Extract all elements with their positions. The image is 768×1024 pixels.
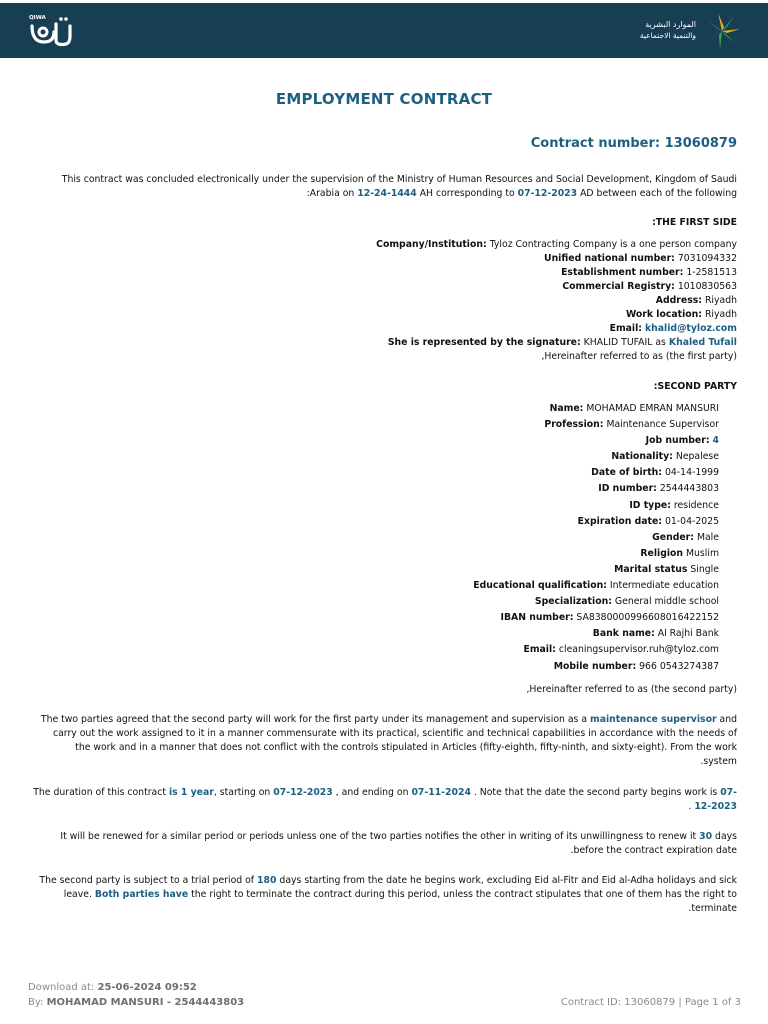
download-info: Download at: 25-06-2024 09:52 — [28, 982, 197, 993]
first-side-row: Company/Institution: Tyloz Contracting Company is a one person company — [376, 239, 737, 250]
second-party-row: Mobile number: 966 0543274387 — [553, 660, 719, 672]
svg-text:الموارد البشرية: الموارد البشرية — [645, 20, 696, 29]
second-party-row: Date of birth: 04-14-1999 — [591, 467, 719, 479]
notice-days: 30 — [699, 831, 713, 842]
contract-period: is 1 year — [168, 787, 214, 798]
trial-days: 180 — [257, 875, 277, 886]
svg-text:QIWA: QIWA — [29, 15, 46, 21]
second-party-row: IBAN number: SA8380000996608016422152 — [500, 612, 719, 624]
qiwa-logo — [28, 12, 72, 48]
second-party-row: Nationality: Nepalese — [611, 451, 719, 463]
representative-row: She is represented by the signature: KHALID TUFAIL as Khaled Tufail — [387, 337, 737, 348]
second-party-row: Profession: Maintenance Supervisor — [544, 419, 719, 431]
header-bar — [0, 3, 768, 58]
intro-line-2: :Arabia on 12-24-1444 AH corresponding to 07-12-2023 AD between each of the following — [306, 188, 737, 199]
second-party-row: Name: MOHAMAD EMRAN MANSURI — [549, 403, 719, 414]
second-party-row: Expiration date: 01-04-2025 — [577, 515, 719, 527]
gregorian-date: 07-12-2023 — [517, 188, 578, 199]
second-party-row: Specialization: General middle school — [534, 596, 719, 608]
intro-line-1: This contract was concluded electronically under the supervision of the Ministry of Human Resources and Social Development, Kingdom of Saudi — [61, 174, 737, 185]
job-role: maintenance supervisor — [590, 714, 717, 725]
first-side-email-link[interactable]: khalid@tyloz.com — [644, 323, 737, 334]
work-begin-date: 12-2023 — [694, 801, 737, 812]
second-party-details — [473, 401, 719, 675]
second-party-row: Job number: 4 — [645, 435, 719, 447]
hijri-date: 12-24-1444 — [357, 188, 417, 199]
duration-paragraph: The duration of this contract is 1 year, starting on 07-12-2023 , and ending on 07-11-2024 . Note that the date the second party begins work is 07- . 12-2023 — [33, 787, 737, 812]
second-party-row: Bank name: Al Rajhi Bank — [592, 628, 719, 640]
trial-paragraph: The second party is subject to a trial period of 180 days starting from the date he begins work, excluding Eid al-Fitr and Eid al-Adha holidays and sick leave. Both parties have the right to terminate the contract during this period, unless the contract stipulates that one of them has the right to .terminate — [39, 875, 737, 914]
first-side-row: Commercial Registry: 1010830563 — [562, 281, 737, 292]
second-party-heading: :SECOND PARTY — [653, 381, 737, 392]
end-date: 07-11-2024 — [411, 787, 471, 798]
first-side-row: Unified national number: 7031094332 — [544, 253, 737, 264]
second-party-row: Email: cleaningsupervisor.ruh@tyloz.com — [523, 644, 719, 656]
start-date: 07-12-2023 — [273, 787, 333, 798]
second-party-row: Marital status Single — [614, 563, 719, 575]
second-party-row: Religion Muslim — [640, 547, 719, 559]
svg-text:والتنمية الاجتماعية: والتنمية الاجتماعية — [639, 31, 696, 40]
first-side-row: Address: Riyadh — [655, 295, 737, 306]
downloaded-by: By: MOHAMAD MANSURI - 2544443803 — [28, 997, 245, 1008]
second-party-hereinafter: ,Hereinafter referred to as (the second party) — [526, 684, 737, 695]
first-side-row: Work location: Riyadh — [625, 309, 737, 320]
both-parties-highlight: Both parties have — [94, 889, 189, 900]
first-side-email-row: Email: khalid@tyloz.com — [609, 323, 737, 334]
second-party-row: Gender: Male — [652, 531, 719, 543]
agreement-paragraph: The two parties agreed that the second party will work for the first party under its management and supervision as a maintenance supervisor and carry out the work assigned to it in a manner commensurate with its practical, scientific and technical capabilities in accordance with the needs of the work and in a manner that does not conflict with the controls stipulated in Articles (fifty-eighth, fifty-ninth, and sixty-eight). From the work .system — [40, 714, 737, 767]
first-side-details — [376, 238, 737, 364]
second-party-row: ID type: residence — [629, 499, 719, 511]
hrsd-ministry-logo — [626, 12, 744, 50]
second-party-row: Educational qualification: Intermediate education — [473, 580, 719, 592]
contract-number: Contract number: 13060879 — [530, 136, 737, 151]
representative-name: Khaled Tufail — [668, 337, 737, 348]
document-title: EMPLOYMENT CONTRACT — [275, 90, 493, 108]
second-party-row: ID number: 2544443803 — [598, 483, 719, 495]
first-party-hereinafter: ,Hereinafter referred to as (the first party) — [541, 351, 737, 362]
first-side-heading: :THE FIRST SIDE — [652, 217, 737, 228]
page-info: Contract ID: 13060879 | Page 1 of 3 — [560, 997, 741, 1008]
first-side-row: Establishment number: 1-2581513 — [561, 267, 737, 278]
intro-paragraph — [62, 173, 737, 201]
renewal-paragraph: It will be renewed for a similar period or periods unless one of the two parties notifies the other in writing of its unwillingness to renew it 30 days .before the contract expiration date — [60, 831, 737, 856]
